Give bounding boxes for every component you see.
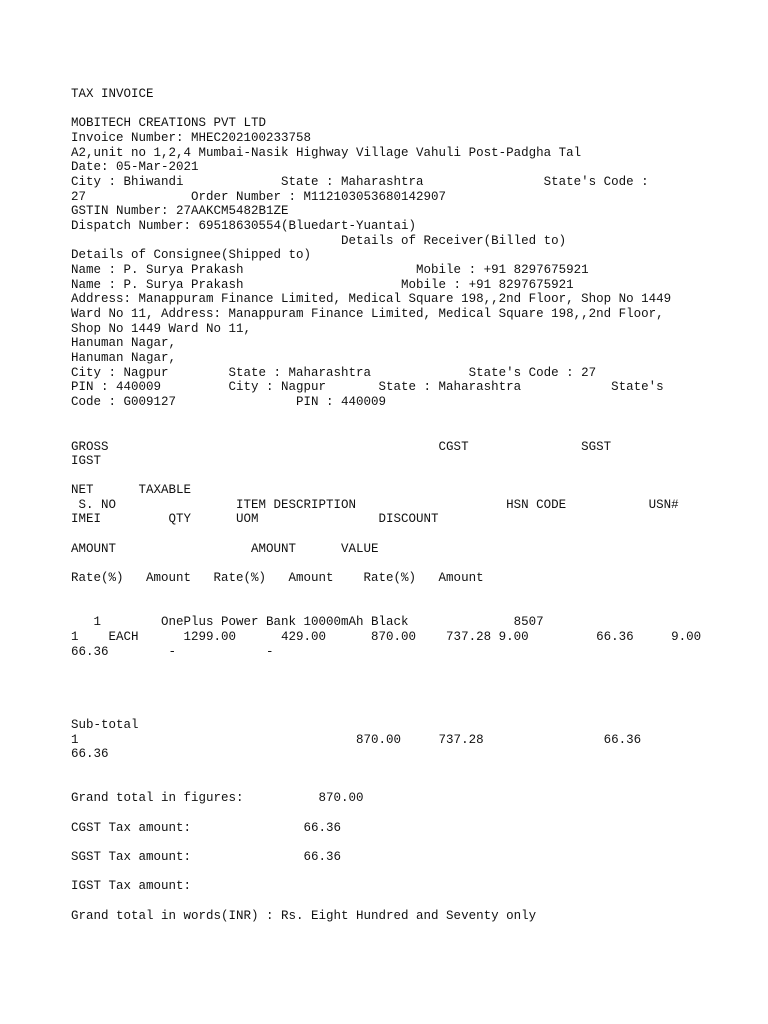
sgst-tax-amount: SGST Tax amount: 66.36 <box>71 850 342 864</box>
consignee-city-state: City : Nagpur State : Maharashtra State's Code : 27 <box>71 366 597 380</box>
table-row-values: 1 EACH 1299.00 429.00 870.00 737.28 9.00 66.36 9.00 <box>71 630 702 644</box>
table-row-values-2: 66.36 - - <box>71 645 274 659</box>
table-header-columns-2: IMEI QTY UOM DISCOUNT <box>71 512 439 526</box>
grand-total-figures: Grand total in figures: 870.00 <box>71 791 364 805</box>
subtotal-values-2: 66.36 <box>71 747 109 761</box>
table-header-amounts: AMOUNT AMOUNT VALUE <box>71 542 379 556</box>
invoice-number: Invoice Number: MHEC202100233758 <box>71 131 312 145</box>
consignee-heading: Details of Consignee(Shipped to) <box>71 248 312 262</box>
consignee-locality: Hanuman Nagar, <box>71 336 177 350</box>
consignee-address: Address: Manappuram Finance Limited, Medical Square 198,,2nd Floor, Shop No 1449 <box>71 292 672 306</box>
pin-receiver-city-state: PIN : 440009 City : Nagpur State : Maharashtra State's <box>71 380 664 394</box>
consignee-name-mobile: Name : P. Surya Prakash Mobile : +91 8297675921 <box>71 263 589 277</box>
state-code-order-number: 27 Order Number : M112103053680142907 <box>71 190 447 204</box>
invoice-heading: TAX INVOICE <box>71 87 154 101</box>
subtotal-label: Sub-total <box>71 718 139 732</box>
igst-tax-amount: IGST Tax amount: <box>71 879 192 893</box>
dispatch-number: Dispatch Number: 69518630554(Bluedart-Yuantai) <box>71 219 417 233</box>
cgst-tax-amount: CGST Tax amount: 66.36 <box>71 821 342 835</box>
receiver-locality: Hanuman Nagar, <box>71 351 177 365</box>
subtotal-values: 1 870.00 737.28 66.36 <box>71 733 642 747</box>
seller-city-state: City : Bhiwandi State : Maharashtra State's Code : <box>71 175 649 189</box>
invoice-date: Date: 05-Mar-2021 <box>71 160 199 174</box>
table-header-columns: S. NO ITEM DESCRIPTION HSN CODE USN# <box>71 498 679 512</box>
company-address: A2,unit no 1,2,4 Mumbai-Nasik Highway Village Vahuli Post-Padgha Tal <box>71 146 582 160</box>
table-header-rates: Rate(%) Amount Rate(%) Amount Rate(%) Amount <box>71 571 484 585</box>
receiver-heading: Details of Receiver(Billed to) <box>71 234 567 248</box>
table-header-net-taxable: NET TAXABLE <box>71 483 192 497</box>
table-header-gross: GROSS CGST SGST <box>71 440 612 454</box>
grand-total-words: Grand total in words(INR) : Rs. Eight Hundred and Seventy only <box>71 909 537 923</box>
gstin-number: GSTIN Number: 27AAKCM5482B1ZE <box>71 204 289 218</box>
receiver-address: Ward No 11, Address: Manappuram Finance Limited, Medical Square 198,,2nd Floor, <box>71 307 664 321</box>
receiver-code-pin: Code : G009127 PIN : 440009 <box>71 395 387 409</box>
table-row: 1 OnePlus Power Bank 10000mAh Black 8507 <box>71 615 544 629</box>
table-header-igst: IGST <box>71 454 102 468</box>
company-name: MOBITECH CREATIONS PVT LTD <box>71 116 267 130</box>
receiver-name-mobile: Name : P. Surya Prakash Mobile : +91 8297675921 <box>71 278 574 292</box>
receiver-address-cont: Shop No 1449 Ward No 11, <box>71 322 252 336</box>
